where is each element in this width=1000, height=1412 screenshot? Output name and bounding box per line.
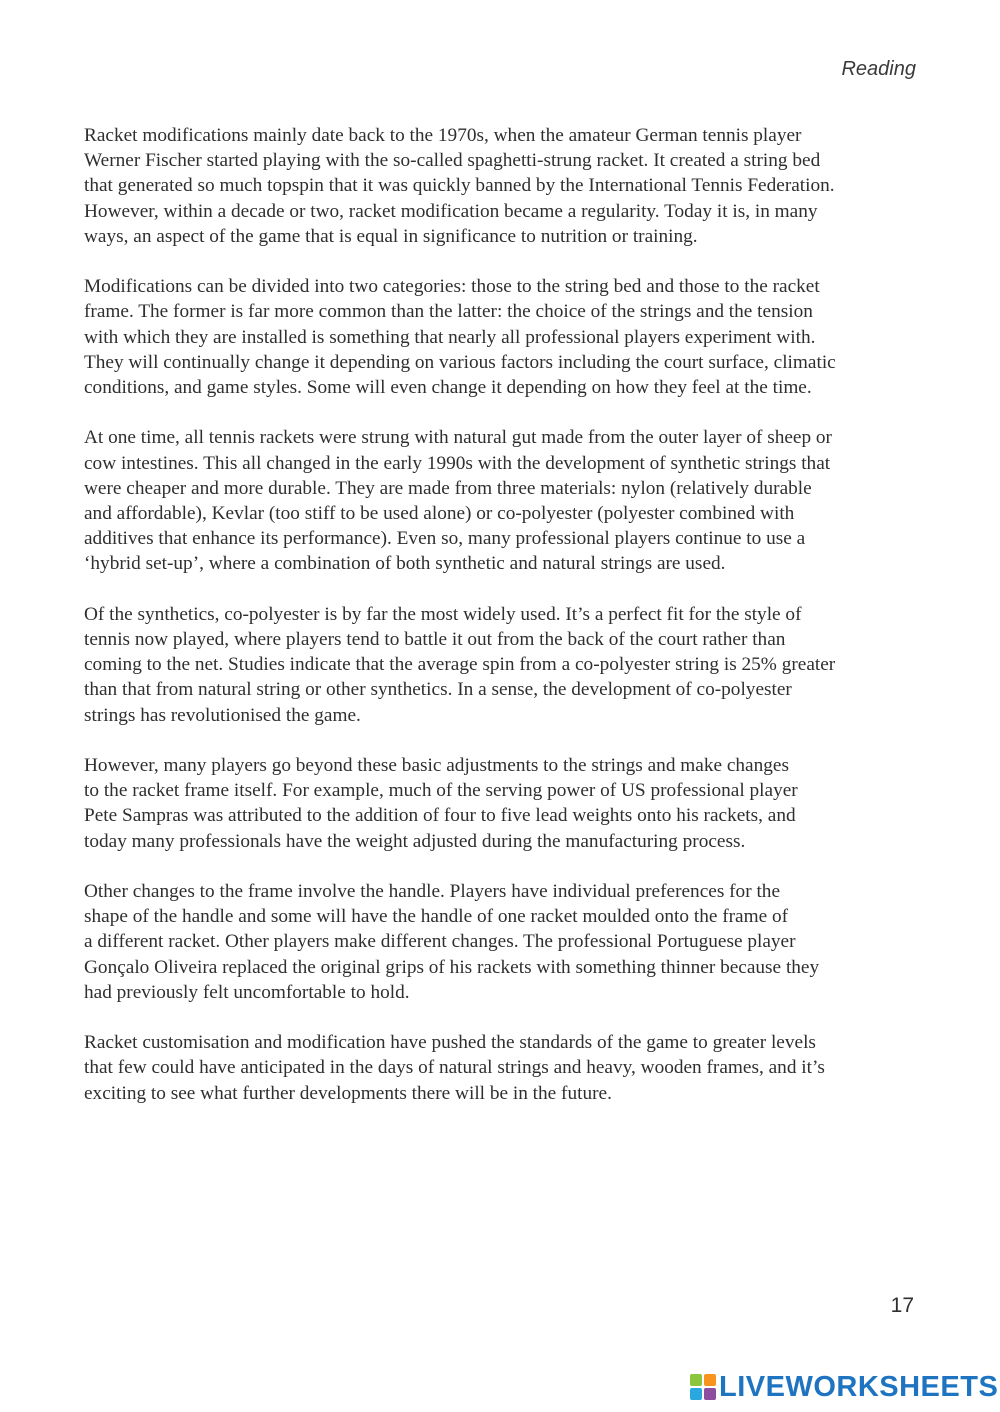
paragraph-5: However, many players go beyond these basic adjustments to the strings and make changes to the racket frame itself. For example, much of the serving power of US professional player Pete Sampras was attributed to the addition of four to five lead weights onto his rackets, and today many professionals have the weight adjusted during the manufacturing process. [84,755,798,852]
reading-article [84,123,919,1131]
liveworksheets-logo-icon [690,1374,716,1400]
paragraph-3: At one time, all tennis rackets were strung with natural gut made from the outer layer of sheep or cow intestines. This all changed in the early 1990s with the development of synthetic strings that were cheaper and more durable. They are made from three materials: nylon (relatively durable and affordable), Kevlar (too stiff to be used alone) or co-polyester (polyester combined with additives that enhance its performance). Even so, many professional players continue to use a ‘hybrid set-up’, where a combination of both synthetic and natural strings are used. [84,427,832,575]
logo-text: LIVEWORKSHEETS [719,1371,999,1403]
logo-tile-green [690,1374,702,1386]
paragraph-4: Of the synthetics, co-polyester is by far the most widely used. It’s a perfect fit for the style of tennis now played, where players tend to battle it out from the back of the court rather than coming to the net. Studies indicate that the average spin from a co-polyester string is 25% greater than that from natural string or other synthetics. In a sense, the development of co-polyester strings has revolutionised the game. [84,603,836,726]
logo-tile-purple [704,1388,716,1400]
section-label: Reading [841,58,916,80]
logo-tile-blue [690,1388,702,1400]
logo-tile-orange [704,1374,716,1386]
paragraph-6: Other changes to the frame involve the handle. Players have individual preferences for the shape of the handle and some will have the handle of one racket moulded onto the frame of a different racket. Other players make different changes. The professional Portuguese player Gonçalo Oliveira replaced the original grips of his rackets with something thinner because they had previously felt uncomfortable to hold. [84,881,820,1003]
liveworksheets-logo[interactable] [690,1370,998,1404]
paragraph-1: Racket modifications mainly date back to the 1970s, when the amateur German tennis player Werner Fischer started playing with the so-called spaghetti-strung racket. It created a string bed that generated so much topspin that it was quickly banned by the International Tennis Federation. However, within a decade or two, racket modification became a regularity. Today it is, in many ways, an aspect of the game that is equal in significance to nutrition or training. [84,125,835,247]
paragraph-7: Racket customisation and modification have pushed the standards of the game to greater levels that few could have anticipated in the days of natural strings and heavy, wooden frames, and it’s exciting to see what further developments there will be in the future. [84,1032,825,1104]
paragraph-2: Modifications can be divided into two categories: those to the string bed and those to the racket frame. The former is far more common than the latter: the choice of the strings and the tension with which they are installed is something that nearly all professional players experiment with. They will continually change it depending on various factors including the court surface, climatic conditions, and game styles. Some will even change it depending on how they feel at the time. [84,276,836,399]
page-number: 17 [890,1294,914,1317]
